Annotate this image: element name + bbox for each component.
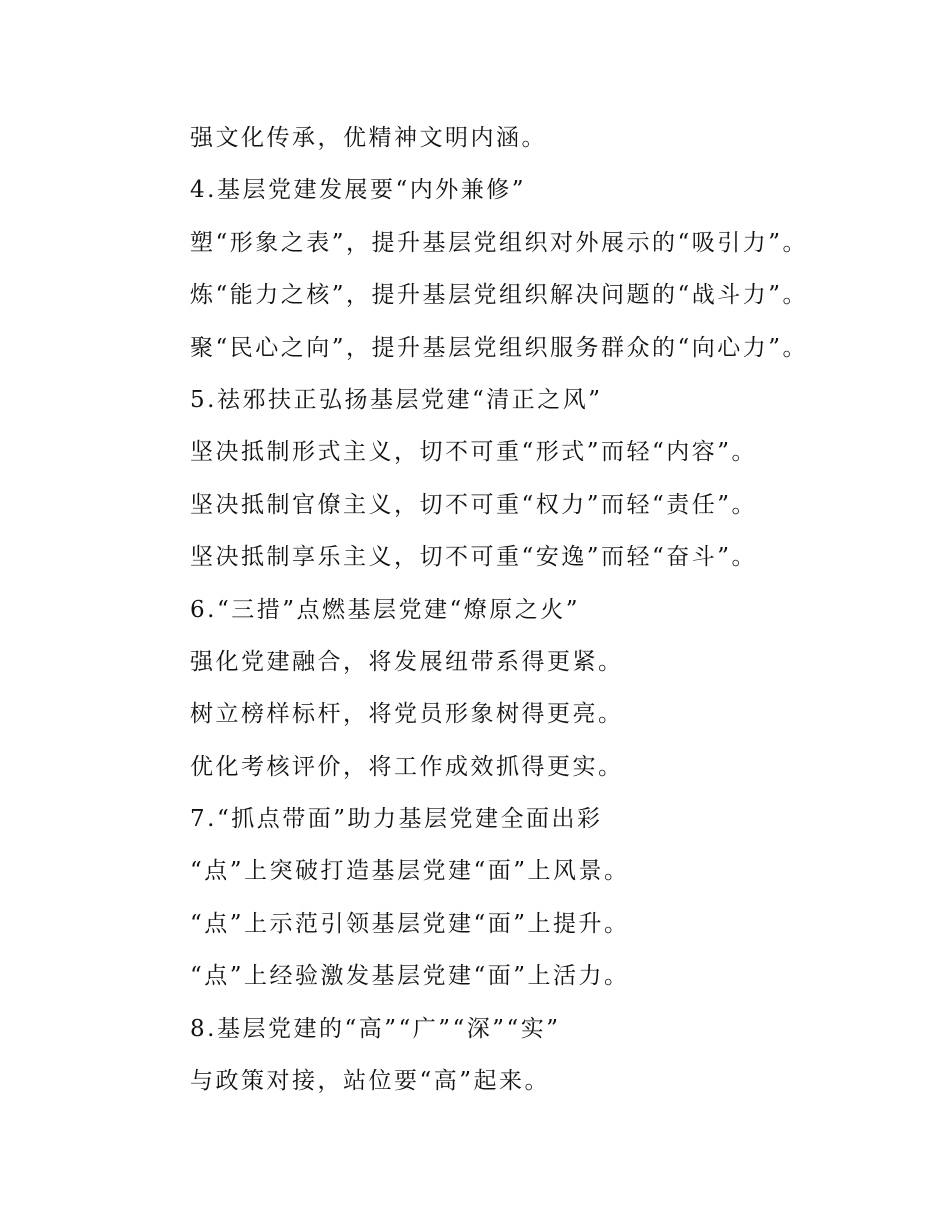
text-line: 炼“能力之核”，提升基层党组织解决问题的“战斗力”。 xyxy=(190,282,809,309)
section-heading: 6.“三措”点燃基层党建“燎原之火” xyxy=(190,596,580,623)
text-line: “点”上示范引领基层党建“面”上提升。 xyxy=(190,910,630,937)
text-line: 塑“形象之表”，提升基层党组织对外展示的“吸引力”。 xyxy=(190,229,809,256)
text-line: 坚决抵制形式主义，切不可重“形式”而轻“内容”。 xyxy=(190,439,758,466)
text-line: 优化考核评价，将工作成效抓得更实。 xyxy=(190,753,624,780)
text-line: 聚“民心之向”，提升基层党组织服务群众的“向心力”。 xyxy=(190,334,809,361)
section-heading: 7.“抓点带面”助力基层党建全面出彩 xyxy=(190,806,603,833)
section-heading: 5.祛邪扶正弘扬基层党建“清正之风” xyxy=(190,386,603,413)
text-line: 坚决抵制官僚主义，切不可重“权力”而轻“责任”。 xyxy=(190,491,758,518)
text-line: 坚决抵制享乐主义，切不可重“安逸”而轻“奋斗”。 xyxy=(190,544,758,571)
text-line: “点”上突破打造基层党建“面”上风景。 xyxy=(190,858,630,885)
text-line: 强化党建融合，将发展纽带系得更紧。 xyxy=(190,648,624,675)
section-heading: 8.基层党建的“高”“广”“深”“实” xyxy=(190,1015,561,1042)
text-line: “点”上经验激发基层党建“面”上活力。 xyxy=(190,963,630,990)
document-body xyxy=(190,118,890,1113)
text-line: 强文化传承，优精神文明内涵。 xyxy=(190,125,547,151)
text-line: 与政策对接，站位要“高”起来。 xyxy=(190,1068,551,1095)
text-line: 树立榜样标杆，将党员形象树得更亮。 xyxy=(190,701,624,728)
section-heading: 4.基层党建发展要“内外兼修” xyxy=(190,177,526,204)
